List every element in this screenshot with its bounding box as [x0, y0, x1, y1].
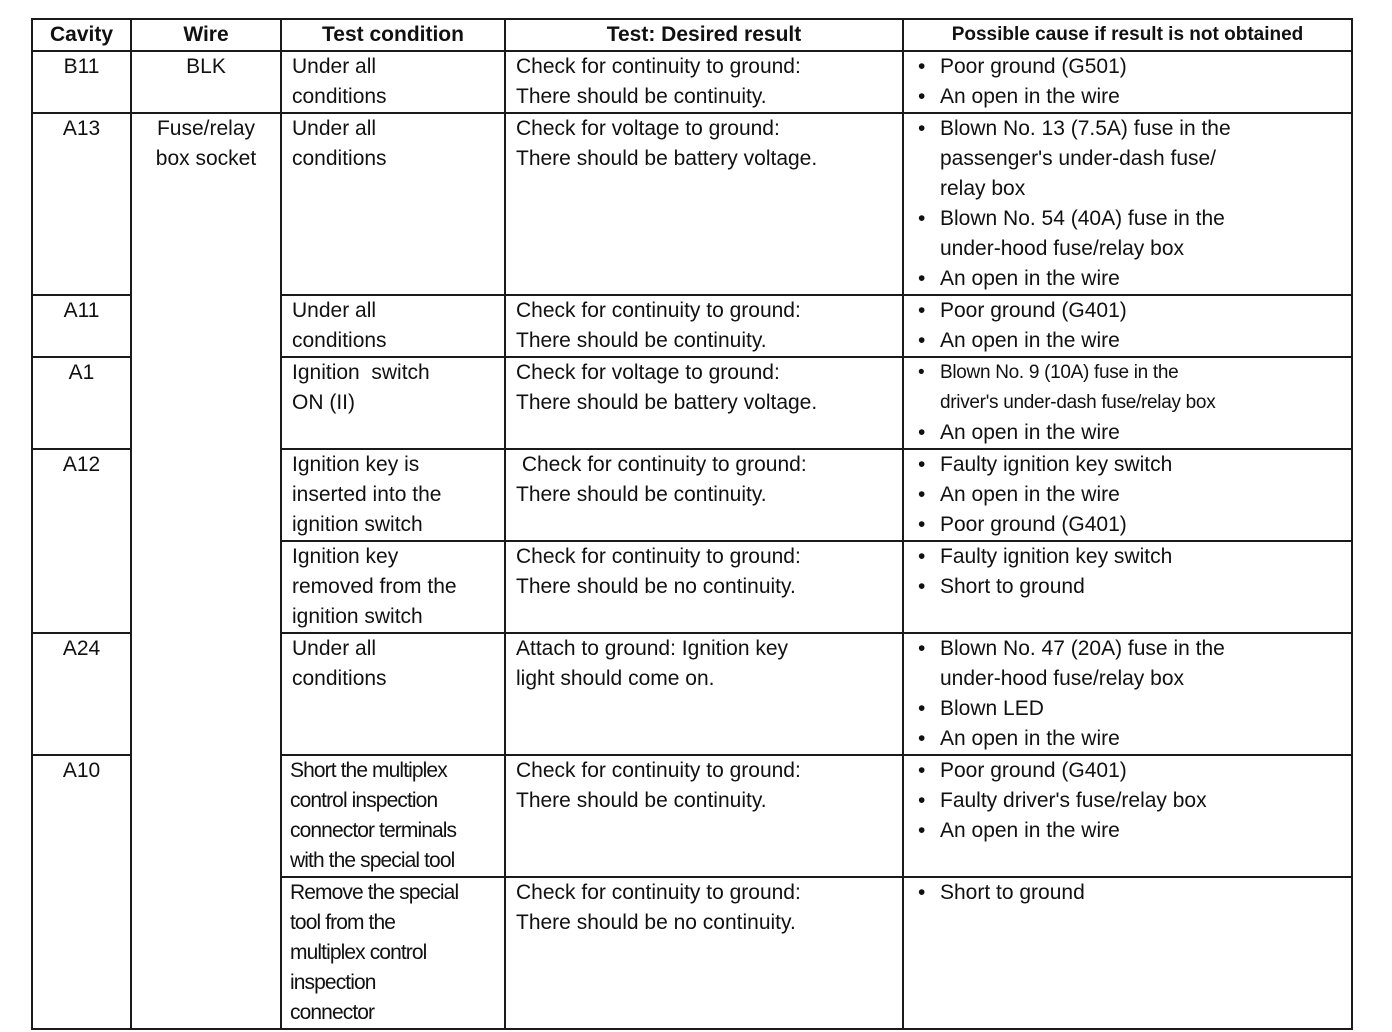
- condition-cell: [281, 541, 505, 633]
- cause-item: • Poor ground (G501): [918, 52, 1351, 82]
- causes-cell: [903, 877, 1352, 1029]
- condition-text: Ignition key removed from the ignition switch: [292, 545, 457, 628]
- condition-text: Under all conditions: [292, 299, 387, 352]
- cause-item: • An open in the wire: [918, 724, 1351, 754]
- cavity-cell: [32, 51, 131, 113]
- cause-item: • Poor ground (G401): [918, 296, 1351, 326]
- table-row: [32, 51, 1352, 113]
- causes-cell: [903, 633, 1352, 755]
- condition-text: Ignition key is inserted into the ignition switch: [292, 453, 442, 536]
- causes-cell: [903, 295, 1352, 357]
- result-text: Check for continuity to ground: There should be continuity.: [516, 299, 801, 352]
- condition-cell: [281, 449, 505, 541]
- cause-item: • Poor ground (G401): [918, 756, 1351, 786]
- result-cell: [505, 755, 903, 877]
- wire-label: Fuse/relay box socket: [155, 117, 257, 170]
- result-text: Check for continuity to ground: There should be continuity.: [516, 759, 801, 812]
- result-cell: [505, 357, 903, 449]
- header-possible-cause: Possible cause if result is not obtained: [903, 19, 1352, 51]
- result-text: Check for continuity to ground: There should be no continuity.: [516, 545, 801, 598]
- cause-item: • Faulty driver's fuse/relay box: [918, 786, 1351, 816]
- condition-cell: [281, 877, 505, 1029]
- cause-item: • Short to ground: [918, 878, 1351, 908]
- causes-cell: [903, 541, 1352, 633]
- cause-item: • Blown No. 47 (20A) fuse in the under-hood fuse/relay box: [918, 634, 1351, 694]
- condition-text: Under all conditions: [292, 637, 387, 690]
- causes-list: [904, 450, 1351, 540]
- result-cell: [505, 877, 903, 1029]
- causes-cell: [903, 113, 1352, 295]
- cavity-label: A13: [62, 117, 101, 140]
- cavity-label: A1: [68, 361, 95, 384]
- causes-list: [904, 296, 1351, 356]
- causes-cell: [903, 449, 1352, 541]
- result-text: Check for continuity to ground: There should be continuity.: [516, 55, 801, 108]
- causes-list: [904, 114, 1351, 294]
- condition-cell: [281, 51, 505, 113]
- cause-item: • Blown No. 9 (10A) fuse in the driver's under-dash fuse/relay box: [918, 358, 1351, 418]
- result-cell: [505, 541, 903, 633]
- condition-text: Short the multiplex control inspection connector terminals with the special tool: [290, 759, 457, 872]
- result-cell: [505, 449, 903, 541]
- result-cell: [505, 51, 903, 113]
- causes-cell: [903, 357, 1352, 449]
- table-row: [32, 113, 1352, 295]
- condition-cell: [281, 113, 505, 295]
- result-cell: [505, 633, 903, 755]
- cause-item: • An open in the wire: [918, 264, 1351, 294]
- cavity-label: A24: [62, 637, 101, 660]
- causes-list: [904, 634, 1351, 754]
- causes-cell: [903, 755, 1352, 877]
- cavity-cell: [32, 449, 131, 633]
- cavity-label: A12: [62, 453, 101, 476]
- causes-list: [904, 542, 1351, 602]
- result-text: Attach to ground: Ignition key light should come on.: [516, 637, 789, 690]
- condition-cell: [281, 633, 505, 755]
- condition-text: Under all conditions: [292, 117, 387, 170]
- condition-text: Ignition switch ON (II): [292, 361, 430, 414]
- condition-text: Under all conditions: [292, 55, 387, 108]
- cause-item: • Blown No. 54 (40A) fuse in the under-hood fuse/relay box: [918, 204, 1351, 264]
- cavity-cell: [32, 295, 131, 357]
- causes-cell: [903, 51, 1352, 113]
- cause-item: • An open in the wire: [918, 326, 1351, 356]
- condition-cell: [281, 295, 505, 357]
- result-text: Check for continuity to ground: There should be no continuity.: [516, 881, 801, 934]
- causes-list: [904, 756, 1351, 846]
- condition-cell: [281, 357, 505, 449]
- causes-list: [904, 358, 1351, 448]
- wire-label: BLK: [186, 55, 226, 78]
- cavity-label: A10: [62, 759, 101, 782]
- header-row: [32, 19, 1352, 51]
- wire-cell: [131, 113, 281, 1029]
- cause-item: • An open in the wire: [918, 82, 1351, 112]
- cause-item: • Short to ground: [918, 572, 1351, 602]
- causes-list: [904, 52, 1351, 112]
- cause-item: • Faulty ignition key switch: [918, 450, 1351, 480]
- test-table: [31, 18, 1353, 1030]
- cavity-cell: [32, 357, 131, 449]
- header-cavity: Cavity: [32, 19, 131, 51]
- cause-item: • An open in the wire: [918, 816, 1351, 846]
- result-text: Check for continuity to ground: There should be continuity.: [516, 453, 807, 506]
- condition-text: Remove the special tool from the multiplex control inspection connector: [290, 881, 459, 1024]
- header-wire: Wire: [131, 19, 281, 51]
- result-cell: [505, 113, 903, 295]
- cavity-label: A11: [63, 299, 100, 322]
- wire-cell: [131, 51, 281, 113]
- result-text: Check for voltage to ground: There should be battery voltage.: [516, 117, 818, 170]
- header-desired-result: Test: Desired result: [505, 19, 903, 51]
- causes-list: [904, 878, 1351, 908]
- result-cell: [505, 295, 903, 357]
- result-text: Check for voltage to ground: There should be battery voltage.: [516, 361, 818, 414]
- cause-item: • An open in the wire: [918, 418, 1351, 448]
- cause-item: • Faulty ignition key switch: [918, 542, 1351, 572]
- condition-cell: [281, 755, 505, 877]
- header-test-condition: Test condition: [281, 19, 505, 51]
- cause-item: • An open in the wire: [918, 480, 1351, 510]
- cavity-label: B11: [63, 55, 100, 78]
- cause-item: • Blown LED: [918, 694, 1351, 724]
- cavity-cell: [32, 633, 131, 755]
- cavity-cell: [32, 755, 131, 1029]
- cavity-cell: [32, 113, 131, 295]
- cause-item: • Blown No. 13 (7.5A) fuse in the passenger's under-dash fuse/ relay box: [918, 114, 1351, 204]
- cause-item: • Poor ground (G401): [918, 510, 1351, 540]
